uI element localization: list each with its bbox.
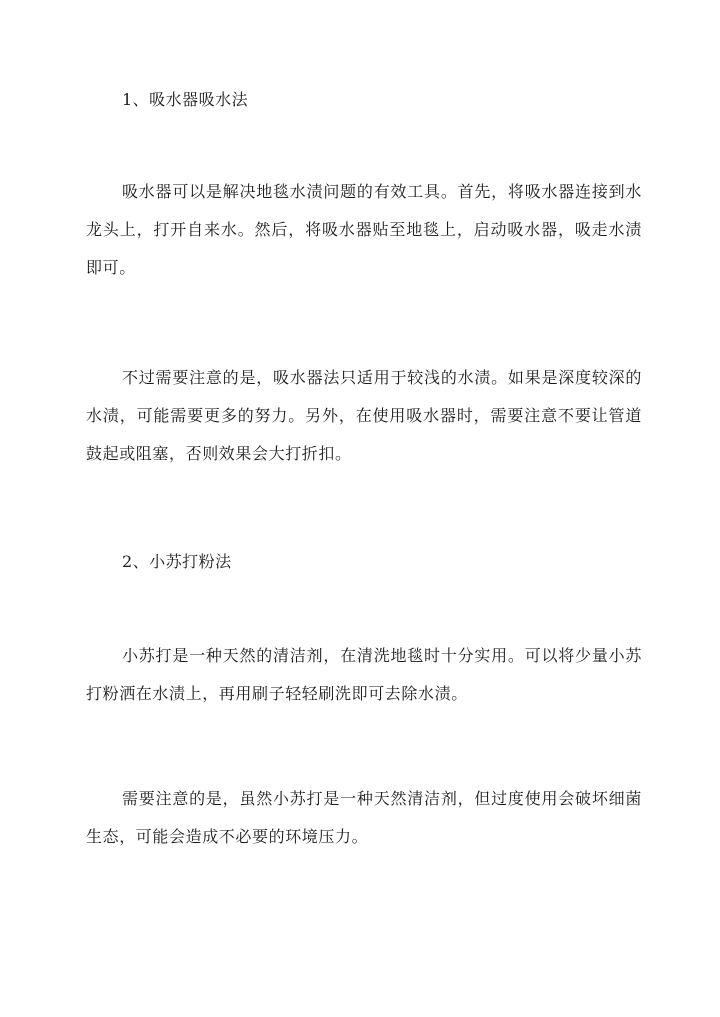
section-1-paragraph-2: 不过需要注意的是，吸水器法只适用于较浅的水渍。如果是深度较深的水渍，可能需要更多的努力。另外，在使用吸水器时，需要注意不要让管道鼓起或阻塞，否则效果会大打折扣。 <box>86 368 642 463</box>
section-2-paragraph-1: 小苏打是一种天然的清洁剂，在清洗地毯时十分实用。可以将少量小苏打粉洒在水渍上，再用刷子轻轻刷洗即可去除水渍。 <box>86 646 642 703</box>
section-heading-1: 1、吸水器吸水法 <box>122 90 249 109</box>
section-heading-2: 2、小苏打粉法 <box>122 552 232 571</box>
section-1-paragraph-1: 吸水器可以是解决地毯水渍问题的有效工具。首先，将吸水器连接到水龙头上，打开自来水。然后，将吸水器贴至地毯上，启动吸水器，吸走水渍即可。 <box>86 182 642 277</box>
section-2-paragraph-2: 需要注意的是，虽然小苏打是一种天然清洁剂，但过度使用会破坏细菌生态，可能会造成不必要的环境压力。 <box>86 789 642 846</box>
